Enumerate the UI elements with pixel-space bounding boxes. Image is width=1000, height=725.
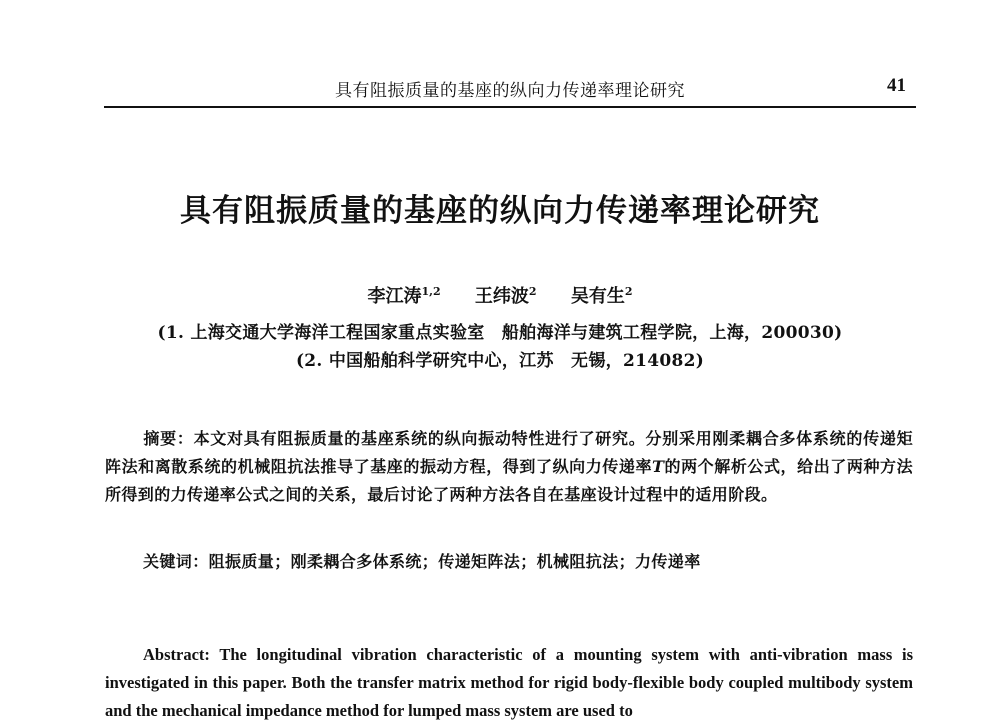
keywords bbox=[143, 549, 913, 572]
author-list bbox=[0, 282, 1000, 308]
chinese-abstract-text-2: 的两个解析公式，给出了两种方法所得到的力传递率公式之间的关系，最后讨论了两种方法各自在基座设计过程中的适用阶段。 bbox=[105, 457, 913, 504]
author-affiliation-mark: 1,2 bbox=[421, 285, 441, 298]
running-head-title: 具有阻振质量的基座的纵向力传递率理论研究 bbox=[335, 81, 685, 101]
english-abstract bbox=[105, 641, 913, 725]
chinese-abstract bbox=[105, 425, 913, 509]
author-name: 王纬波 bbox=[474, 286, 529, 307]
author-name: 吴有生 bbox=[570, 286, 625, 307]
author-3 bbox=[571, 286, 633, 307]
author-1 bbox=[367, 286, 440, 307]
author-name: 李江涛 bbox=[367, 286, 422, 307]
affiliation-1: (1. 上海交通大学海洋工程国家重点实验室 船舶海洋与建筑工程学院，上海，200030) bbox=[157, 323, 843, 343]
author-affiliation-mark: 2 bbox=[528, 285, 537, 298]
symbol-T: T bbox=[652, 457, 665, 476]
page-number: 41 bbox=[887, 75, 906, 96]
english-abstract-text: The longitudinal vibration characteristic of a mounting system with anti-vibration mass is investigated in this paper. Both the transfer matrix method for rigid body-flexible body coupled multibody system and the mechanical impedance method for lumped mass system are used to bbox=[105, 645, 913, 720]
author-affiliation-mark: 2 bbox=[624, 285, 633, 298]
english-abstract-label: Abstract bbox=[143, 645, 205, 664]
article-title: 具有阻振质量的基座的纵向力传递率理论研究 bbox=[180, 193, 820, 229]
author-2 bbox=[475, 286, 537, 307]
chinese-abstract-label: 摘要： bbox=[143, 429, 194, 448]
keywords-text: 阻振质量；刚柔耦合多体系统；传递矩阵法；机械阻抗法；力传递率 bbox=[208, 552, 701, 571]
affiliation-2: (2. 中国船舶科学研究中心，江苏 无锡，214082) bbox=[295, 351, 705, 371]
english-abstract-sep: : bbox=[204, 645, 220, 664]
chinese-abstract-text-1: 本文对具有阻振质量的基座系统的纵向振动特性进行了研究。分别采用刚柔耦合多体系统的传递矩阵法和离散系统的机械阻抗法推导了基座的振动方程，得到了纵向力传递率 bbox=[105, 429, 914, 476]
keywords-label: 关键词： bbox=[143, 552, 209, 571]
running-head bbox=[104, 72, 916, 108]
